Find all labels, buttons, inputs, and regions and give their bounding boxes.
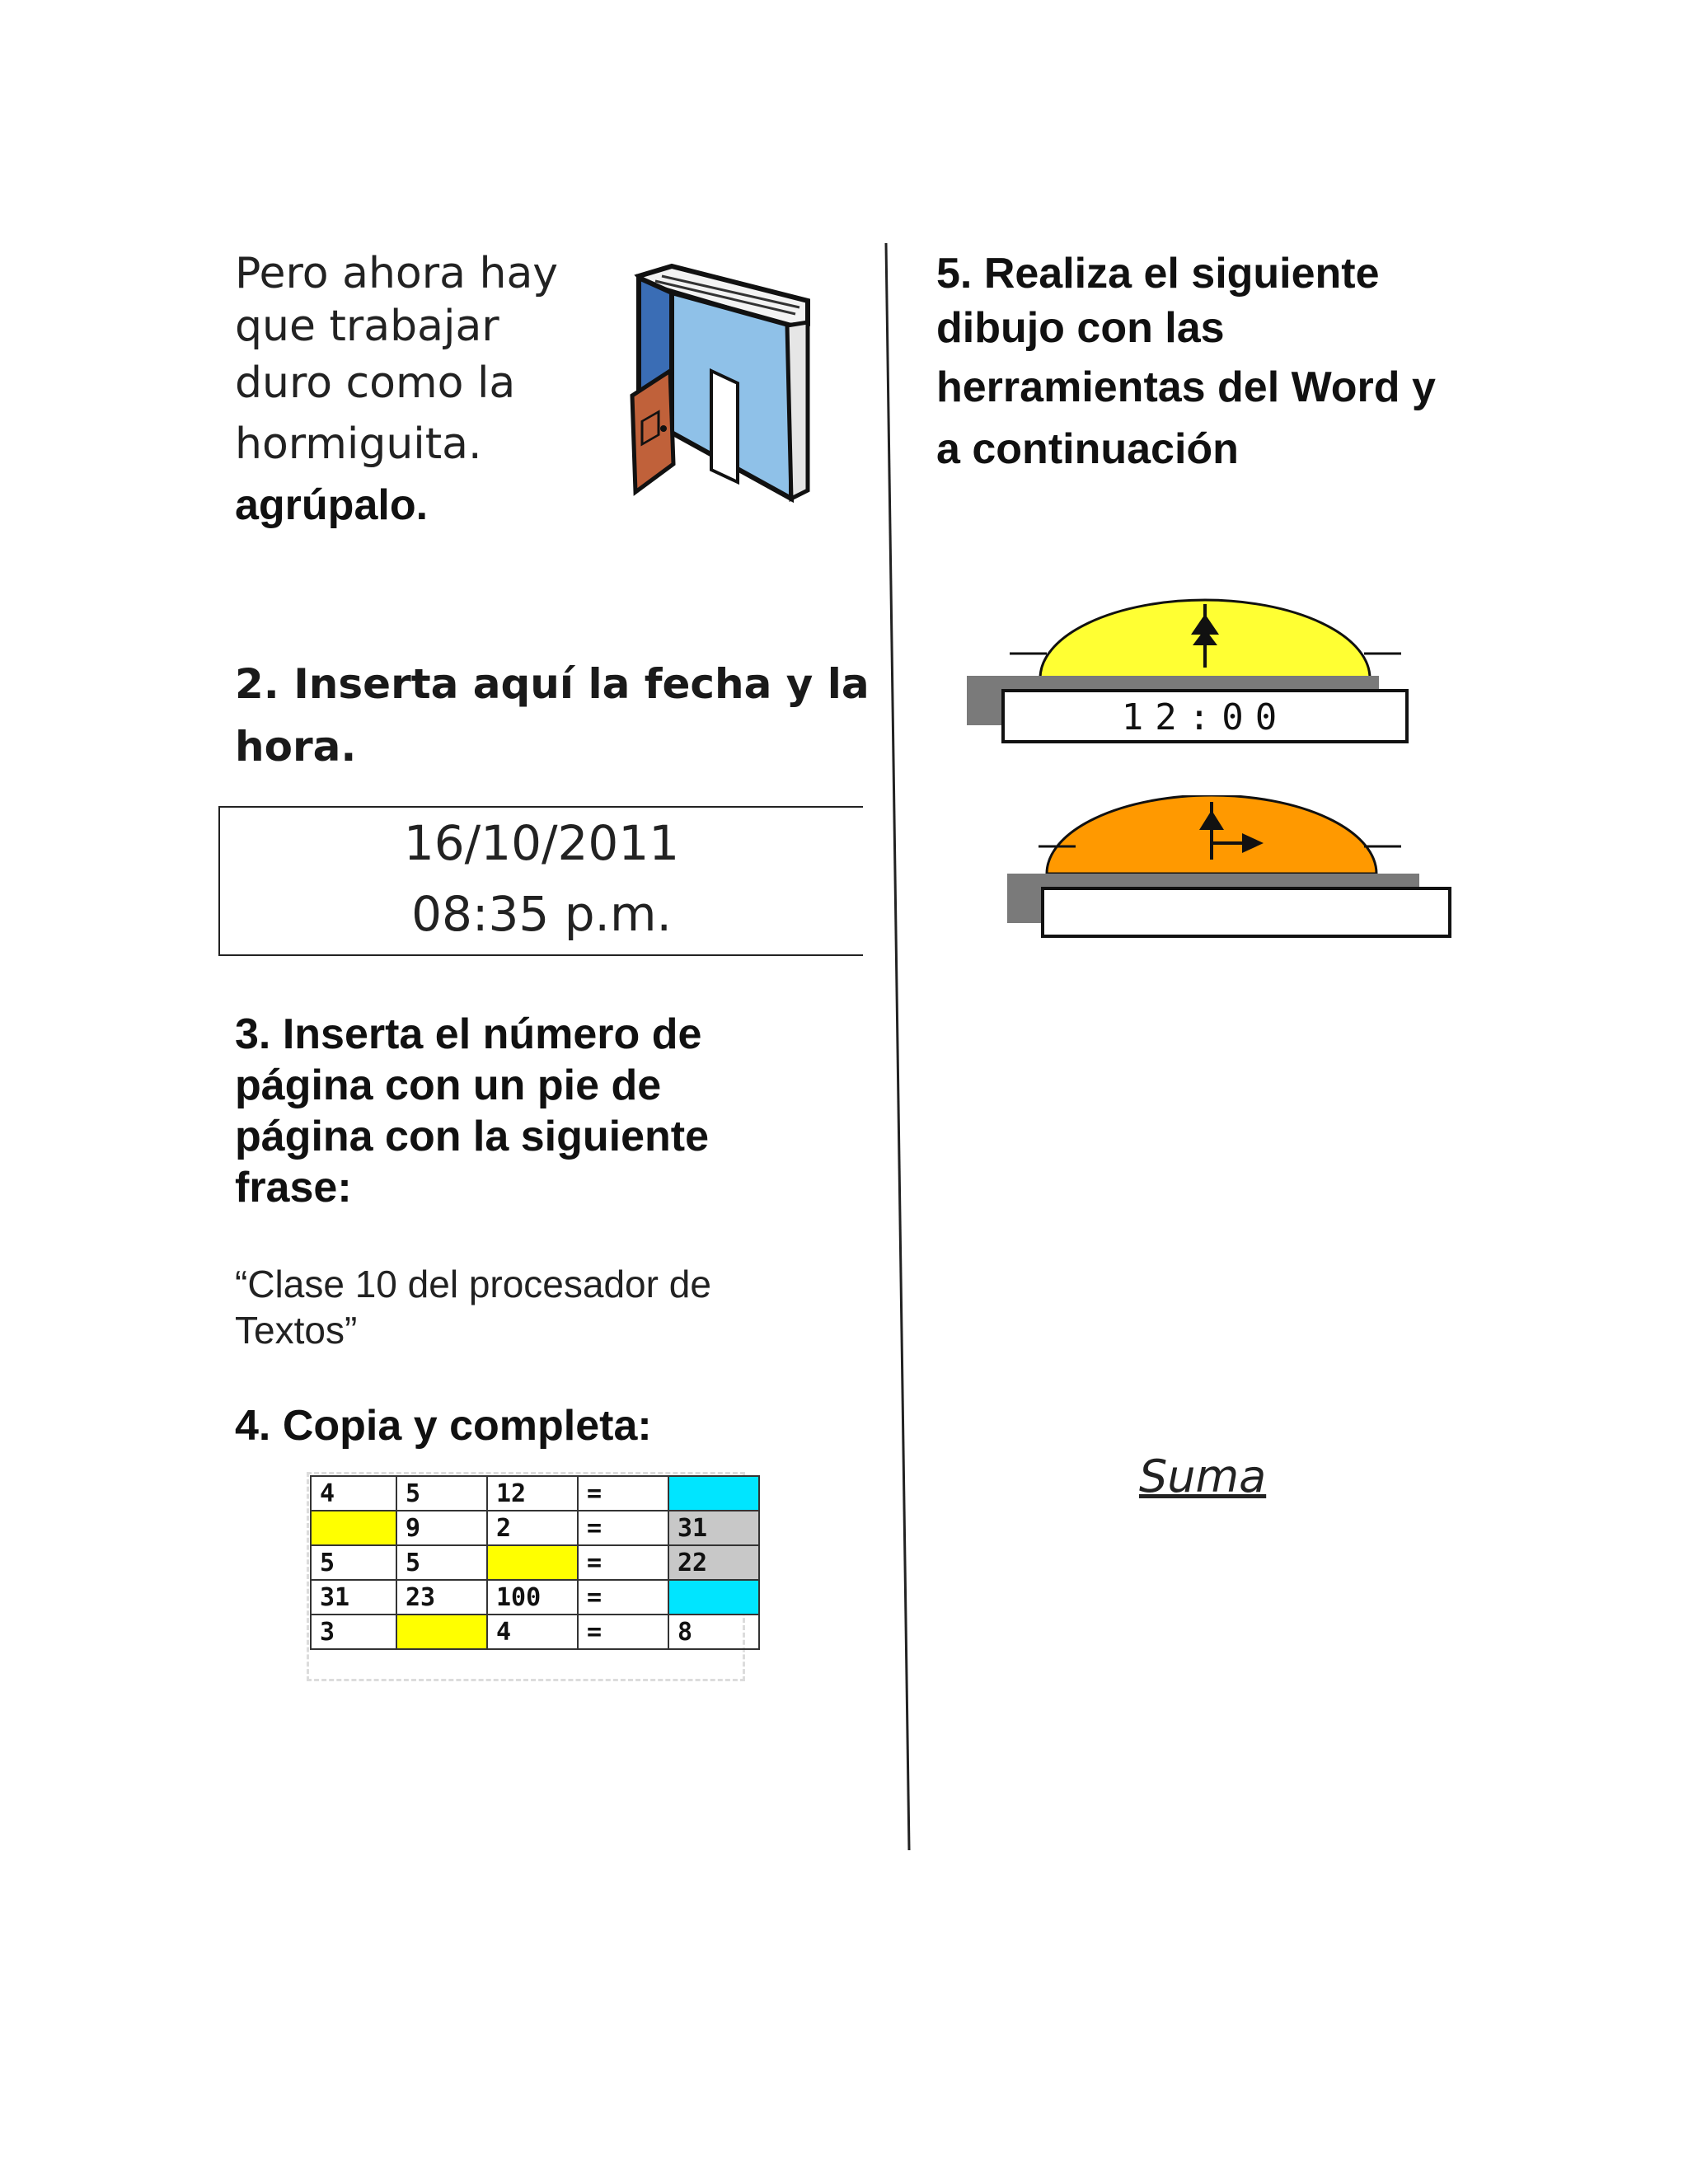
question-5-line-2: dibujo con las <box>936 304 1225 352</box>
table-row <box>311 1615 759 1649</box>
time-value: 08:35 p.m. <box>411 886 672 942</box>
intro-text <box>235 247 598 536</box>
grid-cell <box>668 1476 759 1511</box>
grid-cell <box>668 1580 759 1615</box>
intro-line-3: duro como la <box>235 359 516 408</box>
question-5-line-4: a continuación <box>936 425 1239 473</box>
grid-cell: 12 <box>487 1476 578 1511</box>
grid-cell: 100 <box>487 1580 578 1615</box>
grid-cell: 31 <box>311 1580 396 1615</box>
grid-cell: 31 <box>668 1511 759 1545</box>
book-door-icon <box>622 260 820 507</box>
table-row <box>311 1580 759 1615</box>
grid-cell: = <box>578 1615 668 1649</box>
footer-phrase <box>235 1261 812 1353</box>
number-grid <box>310 1475 760 1650</box>
intro-line-1: Pero ahora hay <box>235 249 559 298</box>
question-2-line-1: 2. Inserta aquí la fecha y la <box>235 660 870 708</box>
grid-cell: 22 <box>668 1545 759 1580</box>
grid-cell: 4 <box>487 1615 578 1649</box>
clock-1-display: 12:00 <box>1121 696 1289 738</box>
question-5 <box>936 247 1645 480</box>
clock-dial-icon <box>960 598 1422 750</box>
grid-cell: 5 <box>396 1545 487 1580</box>
question-5-line-3: herramientas del Word y <box>936 363 1436 411</box>
grid-cell: 4 <box>311 1476 396 1511</box>
intro-line-4: hormiguita. <box>235 419 482 469</box>
intro-line-2: que trabajar <box>235 302 499 351</box>
question-3-line-1: 3. Inserta el número de <box>235 1010 702 1058</box>
grid-cell: = <box>578 1580 668 1615</box>
question-4: 4. Copia y completa: <box>235 1402 652 1450</box>
question-2-line-2: hora. <box>235 723 357 771</box>
grid-cell <box>311 1511 396 1545</box>
question-5-line-1: 5. Realiza el siguiente <box>936 250 1380 298</box>
grid-cell: 8 <box>668 1615 759 1649</box>
grid-cell: = <box>578 1545 668 1580</box>
grid-cell: = <box>578 1511 668 1545</box>
grid-cell <box>487 1545 578 1580</box>
intro-bold: agrúpalo. <box>235 481 429 529</box>
grid-cell: 23 <box>396 1580 487 1615</box>
grid-cell: = <box>578 1476 668 1511</box>
grid-cell: 5 <box>311 1545 396 1580</box>
footer-phrase-line-2: Textos” <box>235 1309 358 1352</box>
question-3-line-3: página con la siguiente <box>235 1113 709 1160</box>
table-row <box>311 1511 759 1545</box>
grid-cell: 5 <box>396 1476 487 1511</box>
question-3-line-4: frase: <box>235 1164 352 1212</box>
date-time-box <box>218 806 863 956</box>
question-2 <box>235 653 870 778</box>
clock-dial-icon <box>1001 795 1463 948</box>
date-value: 16/10/2011 <box>403 815 680 871</box>
question-3 <box>235 1009 709 1213</box>
table-row <box>311 1545 759 1580</box>
grid-cell: 3 <box>311 1615 396 1649</box>
grid-cell: 2 <box>487 1511 578 1545</box>
suma-label: Suma <box>1139 1451 1267 1502</box>
question-3-line-2: página con un pie de <box>235 1062 662 1109</box>
footer-phrase-line-1: “Clase 10 del procesador de <box>235 1263 711 1305</box>
table-row <box>311 1476 759 1511</box>
grid-cell: 9 <box>396 1511 487 1545</box>
grid-cell <box>396 1615 487 1649</box>
